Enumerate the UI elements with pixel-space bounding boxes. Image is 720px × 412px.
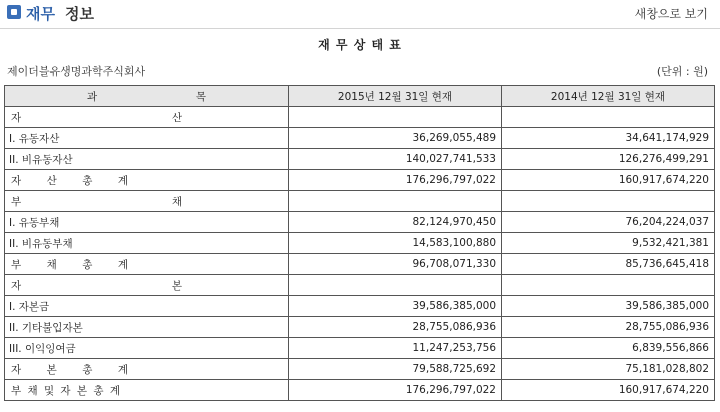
account-label: I. 자본금	[9, 300, 50, 313]
value-2014-cell: 85,736,645,418	[502, 254, 715, 275]
value-2014-cell: 9,532,421,381	[502, 233, 715, 254]
table-header-row	[5, 86, 715, 107]
table-row	[5, 128, 715, 149]
statement-title: 재 무 상 태 표	[318, 38, 402, 52]
value-2014-cell: 75,181,028,802	[502, 359, 715, 380]
value-2014-cell: 34,641,174,929	[502, 128, 715, 149]
value-2015-cell: 176,296,797,022	[289, 380, 502, 401]
open-new-window-link[interactable]: 새창으로 보기	[634, 7, 708, 21]
row-label-cell	[5, 275, 289, 296]
value-2014-cell: 28,755,086,936	[502, 317, 715, 338]
total-label-char: 산	[46, 174, 57, 187]
grand-total-label-char: 및	[43, 384, 55, 397]
currency-unit: (단위 : 원)	[656, 65, 708, 78]
section-heading-char: 채	[171, 195, 182, 208]
item-header-char: 과	[87, 90, 98, 103]
row-label-cell	[5, 254, 289, 275]
value-2014-cell: 39,586,385,000	[502, 296, 715, 317]
table-row	[5, 149, 715, 170]
grand-total-label-char: 채	[27, 384, 38, 397]
row-label-cell	[5, 296, 289, 317]
row-label-cell	[5, 317, 289, 338]
value-2015-cell: 96,708,071,330	[289, 254, 502, 275]
value-2015-cell: 28,755,086,936	[289, 317, 502, 338]
table-row	[5, 275, 715, 296]
value-2015-cell: 36,269,055,489	[289, 128, 502, 149]
row-label-cell	[5, 107, 289, 128]
total-label-char: 자	[11, 174, 22, 187]
value-2014-cell: 76,204,224,037	[502, 212, 715, 233]
page-title-main: 재무	[26, 5, 55, 23]
value-2015-cell	[289, 275, 502, 296]
table-row	[5, 317, 715, 338]
column-header-2014: 2014년 12월 31일 현재	[502, 86, 715, 107]
table-row	[5, 380, 715, 401]
section-heading-char: 산	[171, 111, 182, 124]
grand-total-label-char: 자	[60, 384, 71, 397]
total-label-char: 총	[82, 363, 93, 376]
row-label-cell	[5, 212, 289, 233]
page-header	[0, 0, 720, 29]
table-row	[5, 254, 715, 275]
row-label-cell	[5, 359, 289, 380]
table-row	[5, 338, 715, 359]
table-row	[5, 233, 715, 254]
value-2015-cell: 11,247,253,756	[289, 338, 502, 359]
row-label-cell	[5, 338, 289, 359]
row-label-cell	[5, 380, 289, 401]
account-label: I. 유동부채	[9, 216, 60, 229]
grand-total-label-char: 부	[11, 384, 22, 397]
value-2014-cell: 160,917,674,220	[502, 380, 715, 401]
value-2015-cell: 79,588,725,692	[289, 359, 502, 380]
total-label-char: 계	[117, 363, 128, 376]
section-heading-char: 자	[11, 111, 22, 124]
value-2015-cell: 176,296,797,022	[289, 170, 502, 191]
total-label-char: 부	[11, 258, 22, 271]
account-label: I. 유동자산	[9, 132, 60, 145]
row-label-cell	[5, 149, 289, 170]
account-label: II. 기타불입자본	[9, 321, 83, 334]
row-label-cell	[5, 191, 289, 212]
value-2015-cell: 39,586,385,000	[289, 296, 502, 317]
company-name: 제이더블유생명과학주식회사	[7, 65, 146, 78]
value-2014-cell: 160,917,674,220	[502, 170, 715, 191]
row-label-cell	[5, 170, 289, 191]
section-heading-char: 본	[171, 279, 182, 292]
total-label-char: 채	[46, 258, 57, 271]
row-label-cell	[5, 128, 289, 149]
grand-total-label-char: 계	[109, 384, 120, 397]
value-2015-cell	[289, 107, 502, 128]
value-2014-cell	[502, 107, 715, 128]
table-row	[5, 191, 715, 212]
account-label: II. 비유동자산	[9, 153, 73, 166]
total-label-char: 계	[117, 258, 128, 271]
item-column-header	[5, 86, 289, 107]
value-2014-cell: 126,276,499,291	[502, 149, 715, 170]
table-row	[5, 107, 715, 128]
total-label-char: 자	[11, 363, 22, 376]
financial-position-table	[4, 85, 715, 401]
section-heading-char: 부	[11, 195, 22, 208]
total-label-char: 총	[82, 174, 93, 187]
value-2015-cell: 14,583,100,880	[289, 233, 502, 254]
table-row	[5, 359, 715, 380]
value-2015-cell: 82,124,970,450	[289, 212, 502, 233]
value-2015-cell	[289, 191, 502, 212]
account-label: III. 이익잉여금	[9, 342, 76, 355]
value-2014-cell	[502, 191, 715, 212]
total-label-char: 본	[46, 363, 57, 376]
value-2014-cell	[502, 275, 715, 296]
table-row	[5, 212, 715, 233]
finance-section-icon	[7, 5, 21, 19]
total-label-char: 계	[117, 174, 128, 187]
grand-total-label-char: 본	[76, 384, 88, 397]
section-heading-char: 자	[11, 279, 22, 292]
table-row	[5, 296, 715, 317]
value-2014-cell: 6,839,556,866	[502, 338, 715, 359]
row-label-cell	[5, 233, 289, 254]
table-row	[5, 170, 715, 191]
item-header-char: 목	[195, 90, 206, 103]
total-label-char: 총	[82, 258, 93, 271]
value-2015-cell: 140,027,741,533	[289, 149, 502, 170]
account-label: II. 비유동부채	[9, 237, 73, 250]
grand-total-label-char: 총	[93, 384, 104, 397]
page-title-sub: 정보	[65, 5, 94, 23]
column-header-2015: 2015년 12월 31일 현재	[289, 86, 502, 107]
